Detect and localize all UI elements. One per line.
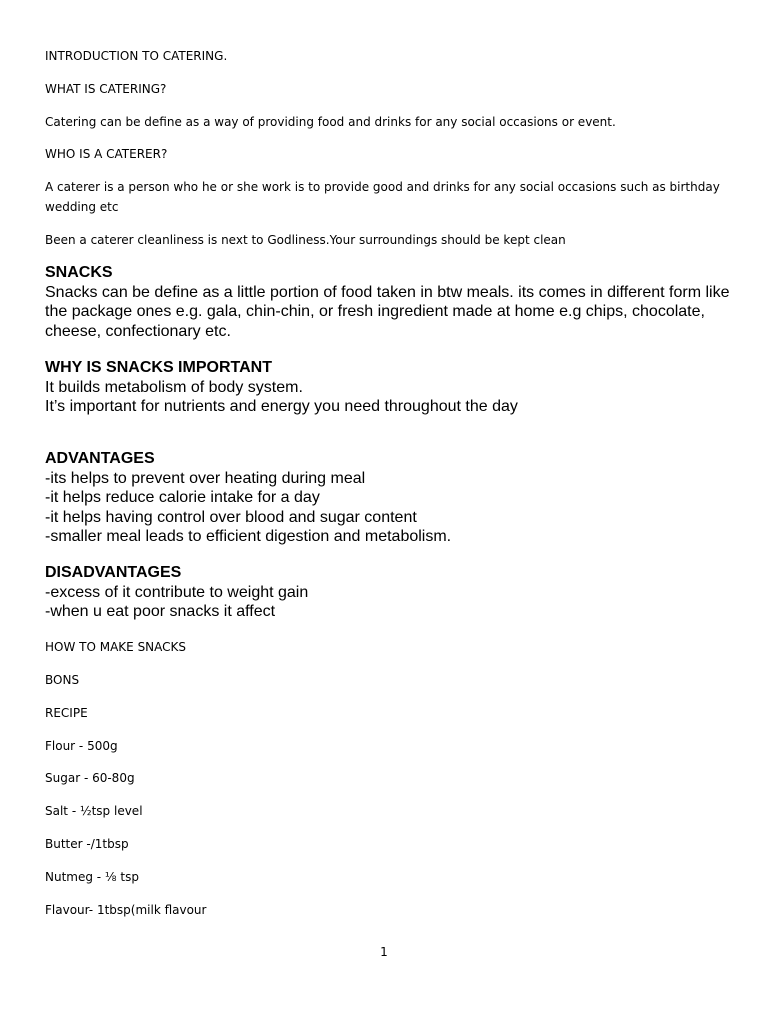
- ingredient-item: Flour - 500g: [45, 739, 118, 753]
- advantages-heading: ADVANTAGES: [45, 450, 155, 467]
- advantage-item: -smaller meal leads to efficient digestion and metabolism.: [45, 528, 452, 545]
- advantage-item: -it helps having control over blood and sugar content: [45, 508, 417, 526]
- ingredient-item: Sugar - 60-80g: [45, 771, 135, 785]
- disadvantages-heading: DISADVANTAGES: [45, 564, 182, 581]
- advantages-section: [45, 449, 735, 547]
- answer-who-is-caterer: A caterer is a person who he or she work is to provide good and drinks for any social occasions such as birthday wedding etc: [45, 180, 720, 214]
- why-snacks-line: It builds metabolism of body system.: [45, 378, 303, 396]
- advantage-item: -it helps reduce calorie intake for a day: [45, 489, 320, 506]
- document-title: INTRODUCTION TO CATERING.: [45, 49, 228, 63]
- snacks-definition: Snacks can be define as a little portion of food taken in btw meals. its comes in different form like the package ones e.g. gala, chin-chin, or fresh ingredient made at home e.g chips, chocolate, cheese, confectionary etc.: [45, 283, 730, 340]
- disadvantages-section: [45, 563, 735, 622]
- snacks-section: [45, 263, 735, 341]
- answer-what-is-catering: Catering can be define as a way of providing food and drinks for any social occasions or event.: [45, 115, 616, 129]
- disadvantage-item: -when u eat poor snacks it affect: [45, 603, 276, 620]
- ingredient-item: Flavour- 1tbsp(milk flavour: [45, 903, 207, 917]
- snacks-heading: SNACKS: [45, 264, 113, 281]
- cleanliness-note: Been a caterer cleanliness is next to Godliness.Your surroundings should be kept clean: [45, 233, 566, 247]
- ingredient-item: Butter -/1tbsp: [45, 837, 129, 851]
- question-who-is-caterer: WHO IS A CATERER?: [45, 147, 168, 161]
- advantage-item: -its helps to prevent over heating during meal: [45, 469, 366, 487]
- ingredient-item: Salt - ½tsp level: [45, 804, 143, 818]
- how-to-make-snacks-title: HOW TO MAKE SNACKS: [45, 640, 187, 654]
- disadvantage-item: -excess of it contribute to weight gain: [45, 583, 309, 601]
- recipe-label: RECIPE: [45, 706, 88, 720]
- why-snacks-section: [45, 358, 735, 417]
- why-snacks-heading: WHY IS SNACKS IMPORTANT: [45, 359, 272, 376]
- why-snacks-line: It’s important for nutrients and energy you need throughout the day: [45, 398, 518, 415]
- question-what-is-catering: WHAT IS CATERING?: [45, 82, 167, 96]
- page-number: 1: [380, 945, 388, 959]
- ingredient-item: Nutmeg - ⅛ tsp: [45, 870, 139, 884]
- snack-name: BONS: [45, 673, 80, 687]
